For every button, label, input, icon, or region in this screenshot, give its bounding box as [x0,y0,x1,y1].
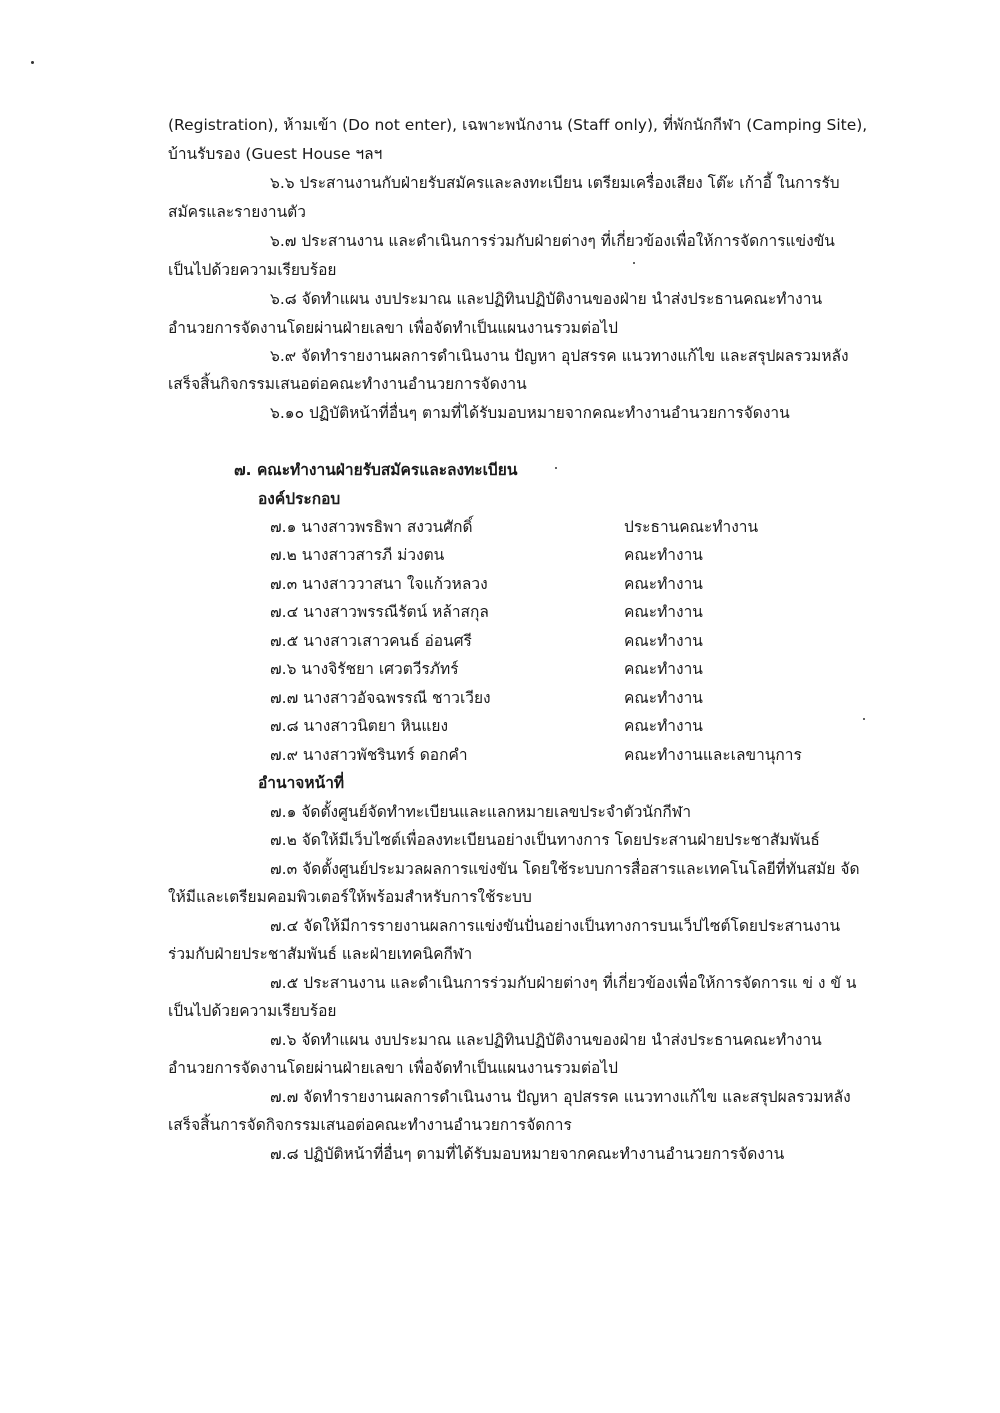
item-6-6-line: ๖.๖ ประสานงานกับฝ่ายรับสมัครและลงทะเบียน เตรียมเครื่องเสียง โต๊ะ เก้าอี้ ในการรับ [270,174,840,192]
item-6-7-line: เป็นไปด้วยความเรียบร้อย [168,261,337,279]
duty-7-4-line: ๗.๔ จัดให้มีการรายงานผลการแข่งขันปั่นอย่างเป็นทางการบนเว็ปไซต์โดยประสานงาน [270,917,841,935]
member-role: คณะทำงาน [624,660,703,678]
intro-line: (Registration), ห้ามเข้า (Do not enter), เฉพาะพนักงาน (Staff only), ที่พักนักกีฬา (Camping Site), [168,116,868,134]
item-6-6-line: สมัครและรายงานตัว [168,203,306,221]
member-role: คณะทำงาน [624,575,703,593]
member-role: คณะทำงาน [624,689,703,707]
duty-7-3-line: ให้มีและเตรียมคอมพิวเตอร์ให้พร้อมสำหรับการใช้ระบบ [168,888,532,906]
member-name: ๗.๙ นางสาวพัชรินทร์ ดอกคำ [270,746,468,764]
member-role: ประธานคณะทำงาน [624,518,759,536]
duties-label: อำนาจหน้าที่ [258,774,345,792]
member-name: ๗.๒ นางสาวสารภี ม่วงตน [270,546,445,564]
duty-7-2-line: ๗.๒ จัดให้มีเว็บไซต์เพื่อลงทะเบียนอย่างเป็นทางการ โดยประสานฝ่ายประชาสัมพันธ์ [270,831,820,849]
duty-7-1-line: ๗.๑ จัดตั้งศูนย์จัดทำทะเบียนและแลกหมายเลขประจำตัวนักกีฬา [270,803,692,821]
member-role: คณะทำงาน [624,632,703,650]
item-6-7-line: ๖.๗ ประสานงาน และดำเนินการร่วมกับฝ่ายต่างๆ ที่เกี่ยวข้องเพื่อให้การจัดการแข่งขัน [270,232,835,250]
member-role: คณะทำงาน [624,603,703,621]
composition-label: องค์ประกอบ [258,490,341,508]
duty-7-7-line: เสร็จสิ้นการจัดกิจกรรมเสนอต่อคณะทำงานอำนวยการจัดการ [168,1116,572,1134]
duty-7-5-line: เป็นไปด้วยความเรียบร้อย [168,1002,337,1020]
duty-7-5-line: ๗.๕ ประสานงาน และดำเนินการร่วมกับฝ่ายต่างๆ ที่เกี่ยวข้องเพื่อให้การจัดการแ ข่ ง ขั น [270,974,857,992]
intro-line: บ้านรับรอง (Guest House ฯลฯ [168,145,383,163]
scan-speck [555,467,557,469]
member-name: ๗.๓ นางสาววาสนา ใจแก้วหลวง [270,575,488,593]
item-6-8-line: ๖.๘ จัดทำแผน งบประมาณ และปฏิทินปฏิบัติงานของฝ่าย นำส่งประธานคณะทำงาน [270,290,823,308]
member-role: คณะทำงาน [624,717,703,735]
item-6-10-line: ๖.๑๐ ปฏิบัติหน้าที่อื่นๆ ตามที่ได้รับมอบหมายจากคณะทำงานอำนวยการจัดงาน [270,404,790,422]
member-role: คณะทำงานและเลขานุการ [624,746,802,764]
section-7-heading: ๗. คณะทำงานฝ่ายรับสมัครและลงทะเบียน [234,461,518,479]
duty-7-3-line: ๗.๓ จัดตั้งศูนย์ประมวลผลการแข่งขัน โดยใช้ระบบการสื่อสารและเทคโนโลยีที่ทันสมัย จัด [270,860,860,878]
member-name: ๗.๔ นางสาวพรรณีรัตน์ หล้าสกุล [270,603,489,621]
item-6-9-line: ๖.๙ จัดทำรายงานผลการดำเนินงาน ปัญหา อุปสรรค แนวทางแก้ไข และสรุปผลรวมหลัง [270,347,849,365]
member-name: ๗.๖ นางจิรัชยา เศวตวีรภัทร์ [270,660,459,678]
member-name: ๗.๕ นางสาวเสาวคนธ์ อ่อนศรี [270,632,472,650]
duty-7-4-line: ร่วมกับฝ่ายประชาสัมพันธ์ และฝ่ายเทคนิคกีฬา [168,945,473,963]
duty-7-7-line: ๗.๗ จัดทำรายงานผลการดำเนินงาน ปัญหา อุปสรรค แนวทางแก้ไข และสรุปผลรวมหลัง [270,1088,851,1106]
duty-7-6-line: อำนวยการจัดงานโดยผ่านฝ่ายเลขา เพื่อจัดทำเป็นแผนงานรวมต่อไป [168,1059,618,1077]
scan-speck [633,262,635,264]
scan-speck [31,61,34,64]
member-name: ๗.๘ นางสาวนิตยา หินแยง [270,717,449,735]
scan-speck [863,718,865,720]
member-name: ๗.๗ นางสาวอัจฉพรรณี ชาวเวียง [270,689,491,707]
member-name: ๗.๑ นางสาวพรธิพา สงวนศักดิ์ [270,518,473,536]
duty-7-8-line: ๗.๘ ปฏิบัติหน้าที่อื่นๆ ตามที่ได้รับมอบหมายจากคณะทำงานอำนวยการจัดงาน [270,1145,785,1163]
item-6-8-line: อำนวยการจัดงานโดยผ่านฝ่ายเลขา เพื่อจัดทำเป็นแผนงานรวมต่อไป [168,319,618,337]
duty-7-6-line: ๗.๖ จัดทำแผน งบประมาณ และปฏิทินปฏิบัติงานของฝ่าย นำส่งประธานคณะทำงาน [270,1031,822,1049]
item-6-9-line: เสร็จสิ้นกิจกรรมเสนอต่อคณะทำงานอำนวยการจัดงาน [168,375,527,393]
member-role: คณะทำงาน [624,546,703,564]
